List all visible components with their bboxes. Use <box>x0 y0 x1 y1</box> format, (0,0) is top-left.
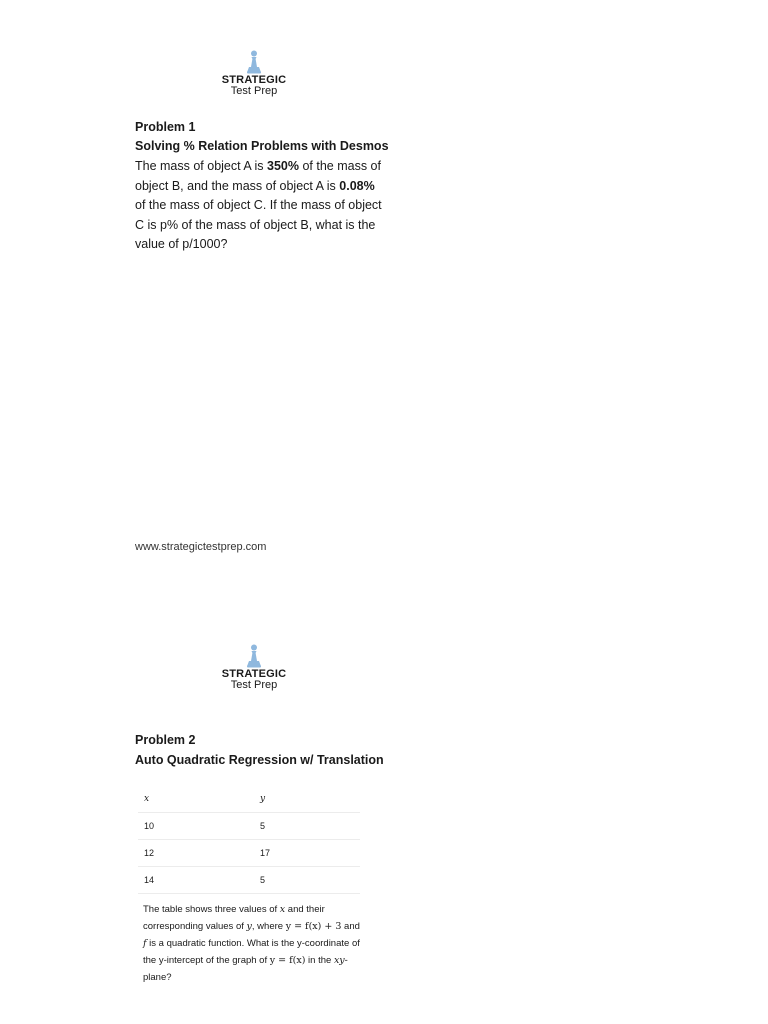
problem-2-number: Problem 2 <box>135 733 196 747</box>
problem-1-number: Problem 1 <box>135 120 196 134</box>
problem-2-question: The table shows three values of x and their corresponding values of y, where y = f(x) + 3 and f is a quadratic function. What is the y-coordinate of the y-intercept of the graph of y = f(x) in the xy-plane? <box>143 904 360 983</box>
equation: y = f(x) + 3 <box>285 921 342 932</box>
table-cell: 14 <box>138 867 254 894</box>
problem-1-text: The mass of object A is 350% of the mass of object B, and the mass of object A is 0.08% of the mass of object C. If the mass of object C is p% of the mass of object B, what is the value of p/1000? <box>135 159 382 252</box>
table-cell: 5 <box>254 867 360 894</box>
table-row <box>138 867 360 894</box>
logo-subtitle: Test Prep <box>230 679 278 691</box>
problem-2-title: Auto Quadratic Regression w/ Translation <box>135 753 384 767</box>
equation: y = f(x) <box>269 955 306 966</box>
table-header-cell: x <box>138 786 254 813</box>
logo-brand: STRATEGIC <box>221 668 287 680</box>
problem-1-title: Solving % Relation Problems with Desmos <box>135 139 389 153</box>
table-cell: 12 <box>138 840 254 867</box>
logo-subtitle: Test Prep <box>230 85 278 97</box>
chess-pawn-icon <box>246 644 262 668</box>
bold-value: 0.08% <box>339 178 375 193</box>
values-table <box>138 786 360 894</box>
table-row <box>138 840 360 867</box>
footer-url: www.strategictestprep.com <box>135 541 267 553</box>
table-row <box>138 813 360 840</box>
table-cell: 10 <box>138 813 254 840</box>
chess-pawn-icon <box>246 50 262 74</box>
table-cell: 5 <box>254 813 360 840</box>
table-cell: 17 <box>254 840 360 867</box>
logo-brand: STRATEGIC <box>221 74 287 86</box>
table-header-cell: y <box>254 786 360 813</box>
table-header <box>138 786 360 813</box>
logo <box>204 50 304 97</box>
bold-value: 350% <box>267 159 299 173</box>
logo <box>204 644 304 691</box>
